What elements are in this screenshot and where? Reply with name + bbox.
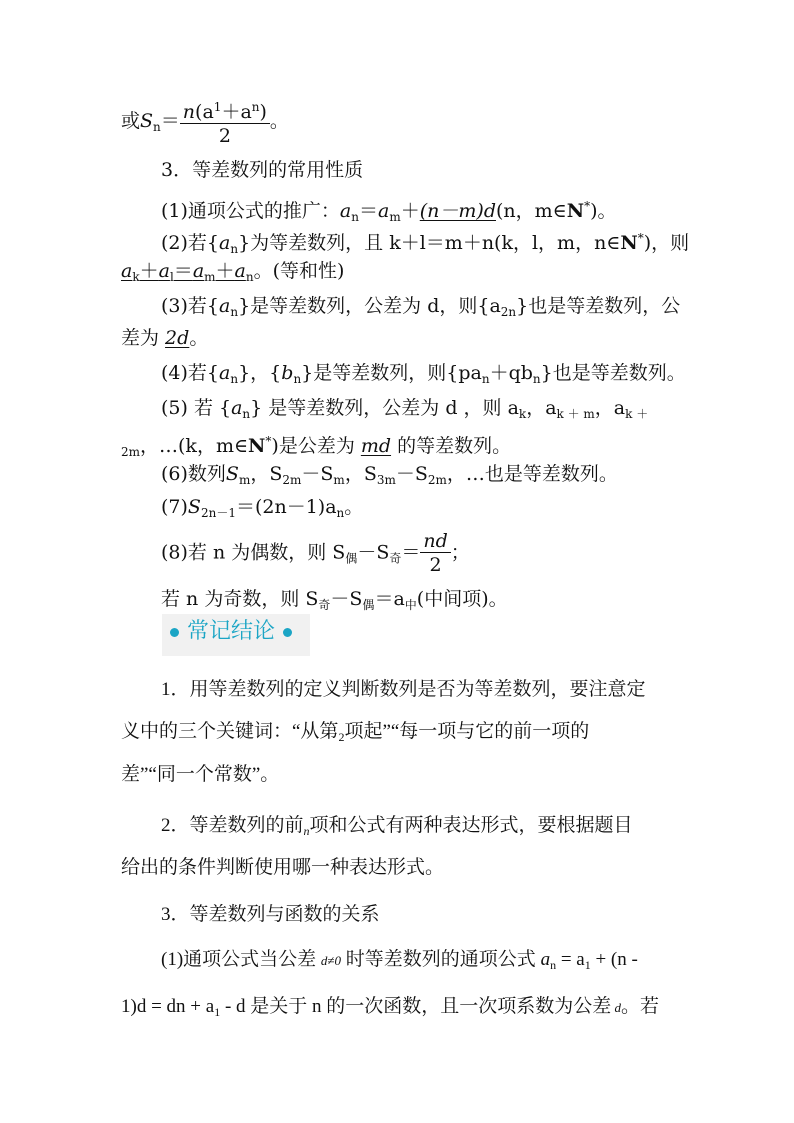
text: N bbox=[566, 200, 585, 222]
text: (7) bbox=[161, 496, 188, 518]
text: (a bbox=[195, 101, 214, 123]
text: a bbox=[378, 200, 390, 222]
text: 1)d = dn + a bbox=[121, 996, 215, 1017]
bullet-dot-icon bbox=[283, 628, 292, 637]
property-2-cont bbox=[121, 258, 344, 290]
text: m bbox=[204, 270, 216, 284]
text: 或 bbox=[121, 110, 141, 132]
property-4: (4)若$\{a_n\}$，$\{b_n\}$是等差数列，则$\{pa_n+qb_n\}$也是等差数列。 bbox=[161, 362, 686, 386]
text: ，a bbox=[594, 397, 626, 419]
property-7 bbox=[161, 494, 363, 526]
text: 。 bbox=[189, 327, 209, 349]
text: = a bbox=[556, 949, 585, 970]
text: 2m bbox=[121, 445, 141, 459]
text: ； bbox=[450, 541, 470, 564]
text: * bbox=[637, 231, 644, 245]
text: ＋ bbox=[400, 200, 420, 222]
section-title: 3．等差数列的常用性质 bbox=[161, 159, 364, 181]
underlined-expression bbox=[121, 260, 254, 282]
conclusion-3-line2 bbox=[121, 992, 659, 1027]
fraction-denominator: 2 bbox=[429, 554, 442, 576]
text: 偶 bbox=[345, 551, 358, 566]
text: ，…(k，m∈ bbox=[140, 435, 249, 457]
sum-formula bbox=[121, 96, 289, 148]
text: k ＋ m bbox=[556, 407, 595, 421]
text: 奇 bbox=[318, 598, 331, 612]
text: )，则 bbox=[643, 232, 690, 254]
text: }是等差数列，公差为 d，则{a bbox=[238, 295, 501, 317]
text: )。 bbox=[590, 200, 617, 222]
text: )是公差为 bbox=[271, 435, 361, 457]
text: ) bbox=[259, 101, 267, 123]
conclusion-2-cont: 给出的条件判断使用哪一种表达形式。 bbox=[121, 857, 445, 878]
text: n bbox=[336, 506, 345, 520]
text: md bbox=[360, 435, 392, 457]
text: S bbox=[187, 496, 201, 518]
text: ＝ bbox=[173, 260, 193, 282]
text: a bbox=[158, 260, 170, 282]
text: m bbox=[389, 210, 401, 224]
text: 2．等差数列的前 bbox=[161, 815, 304, 836]
text: 。若 bbox=[621, 996, 660, 1017]
text: n 为偶数，则 S bbox=[206, 541, 346, 564]
text: m bbox=[238, 473, 251, 487]
text: }是等差数列，则{pa bbox=[301, 362, 482, 384]
text: 偶 bbox=[362, 598, 375, 612]
text: (中间项)。 bbox=[416, 588, 508, 610]
text: 1 bbox=[214, 1005, 221, 1019]
text: ，S bbox=[250, 463, 283, 485]
text: } 是等差数列，公差为 d ，则 a bbox=[250, 397, 519, 419]
text: ＋a bbox=[221, 101, 252, 123]
text: }也是等差数列。 bbox=[540, 362, 686, 384]
text: 2n－1 bbox=[200, 506, 236, 520]
text: －S bbox=[301, 463, 334, 485]
text: (6)数列 bbox=[161, 463, 226, 485]
text: (8)若 bbox=[161, 541, 207, 564]
text: 2n bbox=[500, 305, 517, 319]
text: ＝ bbox=[401, 541, 421, 564]
property-6 bbox=[161, 461, 618, 493]
text: (1)通项公式当公差 bbox=[161, 949, 317, 970]
text: 2 bbox=[338, 730, 345, 744]
fraction bbox=[420, 530, 450, 577]
text: 1 bbox=[584, 958, 591, 972]
text: }，{ bbox=[238, 362, 282, 384]
text: ＝ bbox=[160, 110, 180, 132]
property-5-cont bbox=[121, 428, 511, 465]
text: n bbox=[182, 101, 196, 123]
text: 的等差数列。 bbox=[391, 435, 512, 457]
text: 中 bbox=[404, 598, 417, 612]
text: 时等差数列的通项公式 bbox=[341, 949, 541, 970]
text: }为等差数列，且 k＋l＝m＋n(k，l，m，n∈ bbox=[238, 232, 621, 254]
text: m bbox=[333, 473, 345, 487]
text: 项和公式有两种表达形式，要根据题目 bbox=[309, 815, 633, 836]
text: (n，m∈ bbox=[495, 200, 567, 222]
text: (5) 若 { bbox=[161, 397, 232, 419]
section-heading bbox=[162, 617, 300, 647]
text: ＋ bbox=[139, 260, 159, 282]
text: 。 bbox=[269, 110, 289, 132]
text: n bbox=[251, 100, 260, 114]
conclusion-3-line1 bbox=[161, 945, 638, 980]
text: －S bbox=[357, 541, 390, 564]
text: 1 bbox=[213, 100, 222, 114]
bullet-dot-icon bbox=[170, 628, 179, 637]
text: a bbox=[339, 200, 352, 222]
property-3-cont bbox=[121, 325, 208, 351]
text: n bbox=[303, 824, 310, 838]
fraction-denominator: 2 bbox=[218, 125, 231, 147]
fraction bbox=[180, 96, 270, 148]
conclusion-3-title: 3．等差数列与函数的关系 bbox=[161, 904, 380, 925]
text: b bbox=[281, 362, 294, 384]
text: k bbox=[132, 270, 140, 284]
text: + (n - bbox=[590, 949, 638, 970]
text: a bbox=[192, 260, 205, 282]
text: (2)若{ bbox=[161, 232, 220, 254]
text: S bbox=[140, 110, 154, 132]
text: 奇 bbox=[389, 551, 402, 566]
text: k ＋ bbox=[625, 407, 649, 421]
text: (n－m)d bbox=[419, 200, 496, 222]
text: ，a bbox=[526, 397, 557, 419]
text: d bbox=[611, 1000, 622, 1015]
text: (3)若{ bbox=[161, 295, 220, 317]
conclusion-1-cont bbox=[121, 717, 589, 752]
text: 。 bbox=[344, 496, 364, 518]
text: N bbox=[620, 232, 638, 254]
text: S bbox=[225, 463, 239, 485]
property-2: (2)若$\{a_n\}$为等差数列，且 k＋l＝m＋n(k，l，m，n∈N*)，则 bbox=[161, 231, 690, 256]
text: 2m bbox=[282, 473, 302, 487]
text: n bbox=[351, 210, 359, 224]
text: ＋ bbox=[215, 260, 235, 282]
text: l bbox=[169, 270, 174, 284]
text: (1)通项公式的推广： bbox=[161, 200, 340, 222]
property-5: (5) 若 $\{a_n\}$ 是等差数列，公差为 d ，则 $a_k$，$a_{k + m}$，$a_{k +}$ bbox=[161, 397, 649, 421]
text: (4)若{ bbox=[161, 362, 220, 384]
text: ，…也是等差数列。 bbox=[446, 463, 618, 485]
text: 3m bbox=[376, 473, 396, 487]
fraction-numerator: nd bbox=[420, 530, 450, 553]
text: a bbox=[121, 260, 133, 282]
text: ＝ bbox=[358, 200, 378, 222]
text: n bbox=[245, 270, 254, 284]
text: 2d bbox=[165, 327, 190, 349]
property-3: (3)若$\{a_n\}$是等差数列，公差为 d，则$\{a_{2n}\}$也是等差数列，公 bbox=[161, 295, 681, 319]
text: d≠0 bbox=[320, 953, 342, 968]
text: －S bbox=[395, 463, 428, 485]
text: ＋qb bbox=[489, 362, 533, 384]
property-8 bbox=[161, 530, 470, 577]
text: ＝(2n－1)a bbox=[235, 496, 337, 518]
text: N bbox=[248, 435, 266, 457]
text: 义中的三个关键词：“从第 bbox=[121, 721, 339, 742]
text: 项起”“每一项与它的前一项的 bbox=[344, 721, 590, 742]
text: ，S bbox=[344, 463, 377, 485]
text: n bbox=[153, 120, 161, 134]
conclusion-1: 1．用等差数列的定义判断数列是否为等差数列，要注意定 bbox=[161, 679, 646, 700]
text: n bbox=[550, 958, 557, 972]
text: * bbox=[584, 199, 591, 213]
text: }也是等差数列，公 bbox=[516, 295, 681, 317]
text: 若 n 为奇数，则 S bbox=[161, 588, 319, 610]
conclusion-2 bbox=[161, 811, 633, 846]
text: a bbox=[540, 949, 551, 970]
text: * bbox=[265, 434, 272, 448]
text: 2m bbox=[427, 473, 447, 487]
heading-label: 常记结论 bbox=[187, 619, 276, 644]
text: - d 是关于 n 的一次函数，且一次项系数为公差 bbox=[220, 996, 612, 1017]
text: －S bbox=[330, 588, 363, 610]
fraction-numerator bbox=[180, 96, 270, 124]
text: ＝a bbox=[374, 588, 405, 610]
text: 。(等和性) bbox=[253, 260, 345, 282]
text: 差为 bbox=[121, 327, 166, 349]
conclusion-1-end: 差”“同一个常数”。 bbox=[121, 764, 280, 785]
text: a bbox=[234, 260, 246, 282]
text: k bbox=[518, 407, 527, 421]
